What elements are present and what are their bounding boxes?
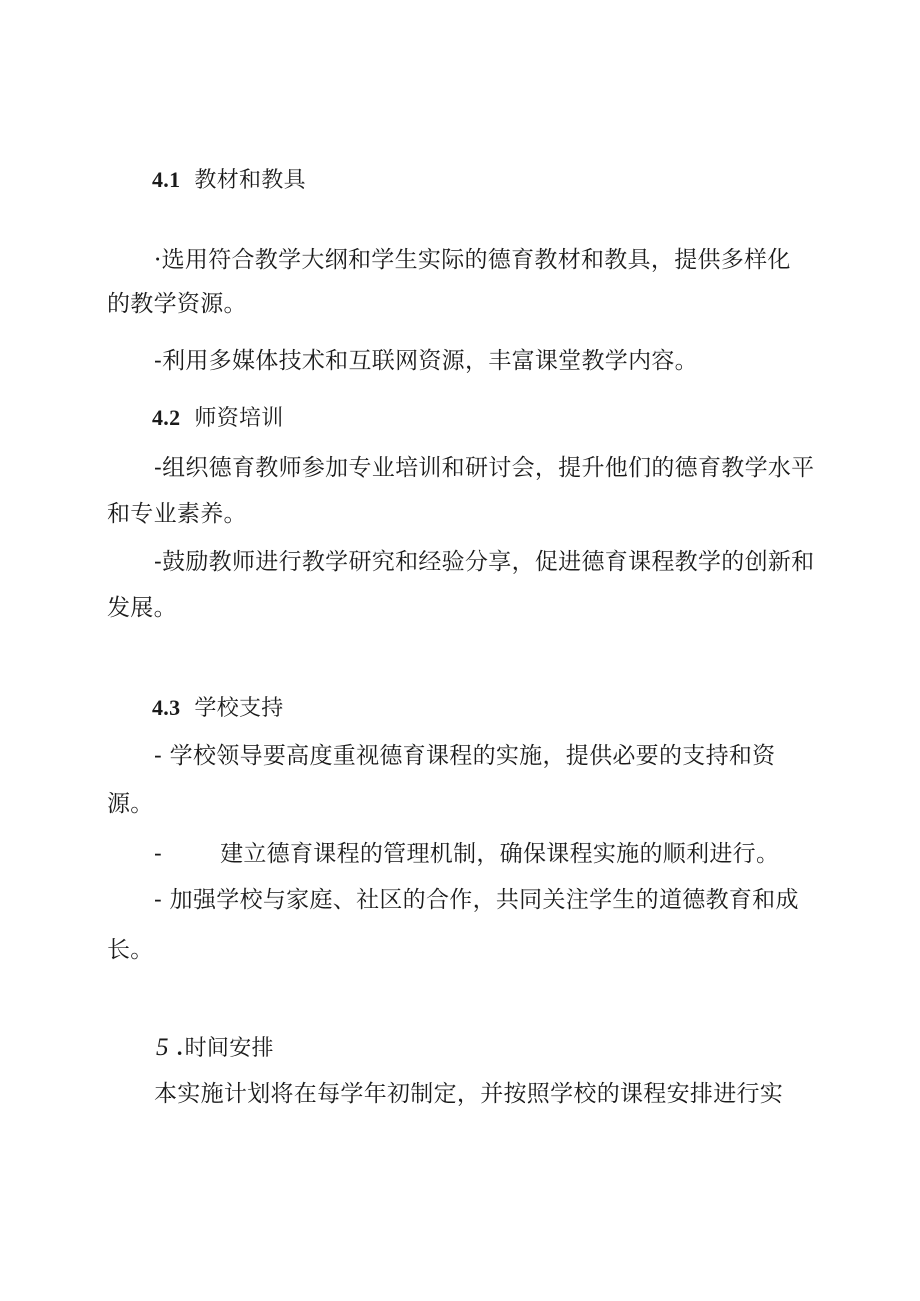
paragraph-line: 源。 (107, 791, 154, 817)
section-heading-4-1 (152, 164, 306, 197)
section-heading-5 (156, 1032, 274, 1065)
paragraph-line: 长。 (107, 937, 154, 963)
section-number: 5 (156, 1034, 169, 1061)
paragraph-line: 发展。 (107, 595, 177, 621)
paragraph-line: -组织德育教师参加专业培训和研讨会，提升他们的德育教学水平 (154, 455, 815, 481)
section-heading-4-3 (152, 692, 284, 725)
paragraph-line: 本实施计划将在每学年初制定，并按照学校的课程安排进行实 (154, 1081, 784, 1107)
section-title: 时间安排 (184, 1036, 274, 1061)
paragraph-line: -鼓励教师进行教学研究和经验分享，促进德育课程教学的创新和 (154, 549, 815, 575)
section-number: 4.3 (152, 695, 181, 720)
paragraph-line: - 学校领导要高度重视德育课程的实施，提供必要的支持和资 (154, 743, 776, 769)
paragraph-line (154, 838, 779, 870)
paragraph-line: -利用多媒体技术和互联网资源，丰富课堂教学内容。 (154, 348, 698, 374)
section-dot: . (176, 1035, 183, 1060)
section-number: 4.1 (152, 167, 181, 192)
list-text: 建立德育课程的管理机制，确保课程实施的顺利进行。 (220, 841, 780, 867)
section-number: 4.2 (152, 405, 181, 430)
section-title: 教材和教具 (194, 168, 306, 193)
section-heading-4-2 (152, 402, 284, 435)
paragraph-line: 和专业素养。 (107, 501, 247, 527)
section-title: 学校支持 (194, 696, 284, 721)
paragraph-line: ·选用符合教学大纲和学生实际的德育教材和教具，提供多样化 (154, 247, 791, 273)
paragraph-line: 的教学资源。 (107, 291, 247, 317)
section-title: 师资培训 (194, 406, 284, 431)
paragraph-line: - 加强学校与家庭、社区的合作，共同关注学生的道德教育和成 (154, 887, 799, 913)
list-dash: - (154, 841, 163, 867)
